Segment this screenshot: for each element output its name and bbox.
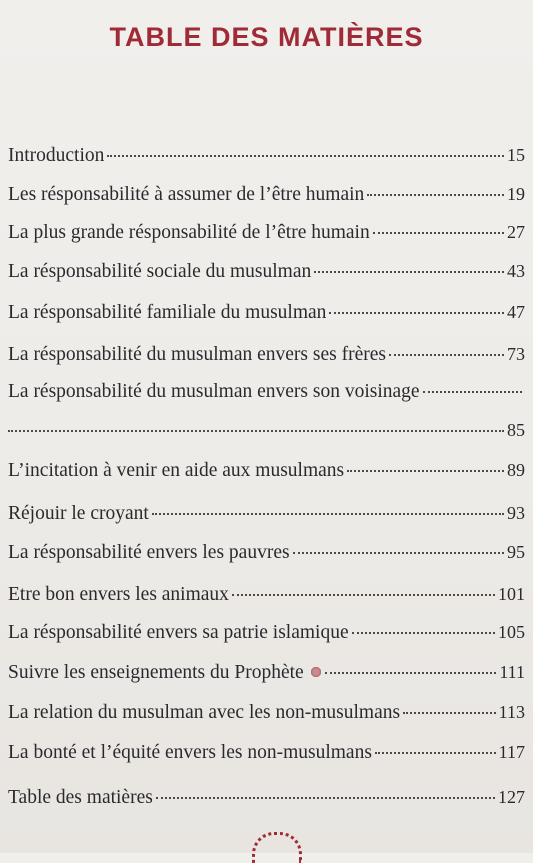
toc-entry-label: Table des matières [8,787,153,808]
decorative-ornament-icon [252,832,302,863]
dot-leader [107,155,504,157]
toc-entry-label: La résponsabilité du musulman envers son voisinage [8,381,420,402]
toc-entry-second-line [8,418,525,442]
toc-entry-page: 95 [507,542,525,562]
toc-entry [8,182,525,207]
toc-entry-page: 73 [507,344,525,364]
toc-entry-label: L’incitation à venir en aide aux musulmans [8,460,345,481]
toc-entry [8,620,525,645]
toc-entry [8,582,525,607]
dot-leader [423,391,522,393]
dot-leader [329,312,504,314]
toc-entry-page: 111 [499,662,525,682]
toc-entry [8,300,525,325]
toc-entry-label: Suivre les enseignements du Prophète [8,662,304,683]
dot-leader [375,752,496,754]
toc-entry [8,458,525,483]
toc-entry-page: 93 [507,503,525,523]
toc-entry-page: 47 [507,302,525,322]
dot-leader [156,797,495,799]
honorific-flower-icon [310,666,322,678]
toc-entry [8,501,525,526]
toc-entry-page: 101 [498,584,525,604]
dot-leader [403,712,496,714]
toc-entry-label: La bonté et l’équité envers les non-musulmans [8,742,372,763]
toc-entry-label: La résponsabilité familiale du musulman [8,302,327,323]
toc-entry-page: 127 [498,787,525,807]
toc-entry-page: 19 [507,184,525,204]
dot-leader [373,232,504,234]
page-title: TABLE DES MATIÈRES [109,22,424,52]
toc-entry-page: 89 [507,460,525,480]
toc-entry [8,220,525,245]
dot-leader [152,513,504,515]
toc-entry [8,259,525,284]
toc-entry-label: La résponsabilité envers les pauvres [8,542,290,563]
dot-leader [232,594,495,596]
toc-entry [8,660,525,685]
dot-leader [314,271,504,273]
toc-entry [8,540,525,565]
toc-entry [8,342,525,367]
dot-leader [389,354,504,356]
toc-entry-label: La résponsabilité envers sa patrie islamique [8,622,349,643]
toc-entry [8,700,525,725]
toc-entry-label: La plus grande résponsabilité de l’être humain [8,222,370,243]
dot-leader [352,632,495,634]
toc-entry-page: 15 [507,145,525,165]
dot-leader [293,552,504,554]
dot-leader [325,672,497,674]
toc-entry-page: 43 [507,261,525,281]
toc-entry-page: 113 [498,702,525,722]
toc-entry-label: Les résponsabilité à assumer de l’être humain [8,184,365,205]
dot-leader [367,194,504,196]
toc-entry [8,785,525,810]
toc-entry [8,740,525,765]
toc-entry [8,143,525,168]
toc-entry-label: La relation du musulman avec les non-musulmans [8,702,401,723]
toc-entry-label: Introduction [8,145,105,166]
toc-entry-label: La résponsabilité sociale du musulman [8,261,312,282]
toc-entry-page: 27 [507,222,525,242]
toc-entry-page: 105 [498,622,525,642]
toc-entry-label: Réjouir le croyant [8,503,149,524]
dot-leader [347,470,504,472]
toc-entry-page: 85 [507,420,525,440]
toc-entry-label: La résponsabilité du musulman envers ses frères [8,344,386,365]
toc-entry-first-line [8,380,525,404]
dot-leader [8,430,504,432]
toc-entry-page: 117 [498,742,525,762]
toc-entry-label: Etre bon envers les animaux [8,584,229,605]
